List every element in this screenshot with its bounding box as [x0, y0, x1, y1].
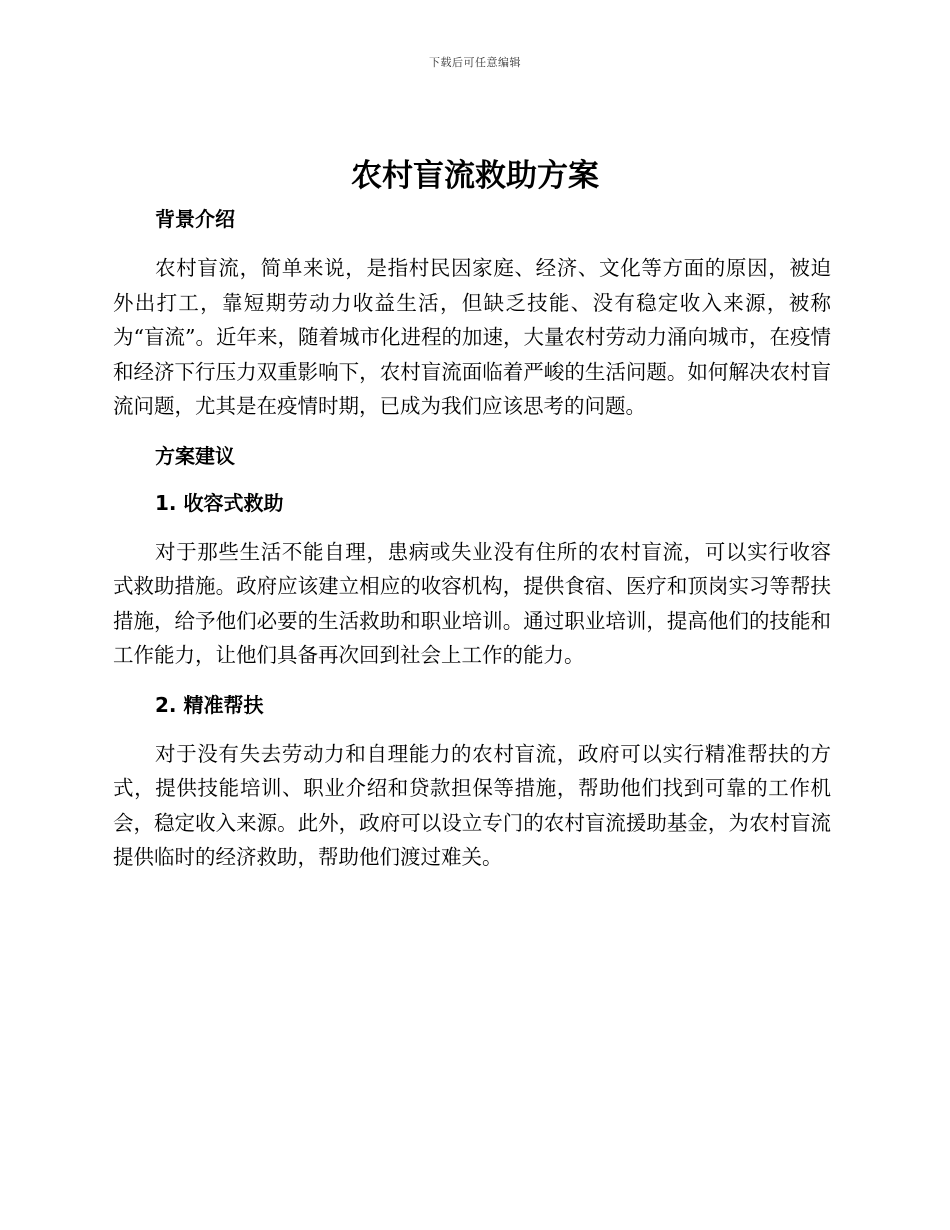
document-body — [113, 198, 831, 892]
section-heading-background: 背景介绍 — [155, 207, 235, 231]
section-heading-shelter-relief: 1. 收容式救助 — [155, 490, 284, 515]
section-heading-targeted-assistance: 2. 精准帮扶 — [155, 692, 264, 717]
document-title: 农村盲流救助方案 — [351, 158, 599, 194]
section-paragraph-background: 农村盲流，简单来说，是指村民因家庭、经济、文化等方面的原因，被迫外出打工，靠短期劳动力收益生活，但缺乏技能、没有稳定收入来源，被称为“盲流”。近年来，随着城市化进程的加速，大量农村劳动力涌向城市，在疫情和经济下行压力双重影响下，农村盲流面临着严峻的生活问题。如何解决农村盲流问题，尤其是在疫情时期，已成为我们应该思考的问题。 — [113, 256, 831, 418]
section-paragraph-shelter-relief: 对于那些生活不能自理，患病或失业没有住所的农村盲流，可以实行收容式救助措施。政府应该建立相应的收容机构，提供食宿、医疗和顶岗实习等帮扶措施，给予他们必要的生活救助和职业培训。通过职业培训，提高他们的技能和工作能力，让他们具备再次回到社会上工作的能力。 — [113, 539, 831, 667]
section-paragraph-targeted-assistance: 对于没有失去劳动力和自理能力的农村盲流，政府可以实行精准帮扶的方式，提供技能培训、职业介绍和贷款担保等措施，帮助他们找到可靠的工作机会，稳定收入来源。此外，政府可以设立专门的农村盲流援助基金，为农村盲流提供临时的经济救助，帮助他们渡过难关。 — [113, 741, 831, 869]
section-heading-proposals: 方案建议 — [155, 443, 235, 468]
header-note: 下载后可任意编辑 — [429, 56, 521, 69]
